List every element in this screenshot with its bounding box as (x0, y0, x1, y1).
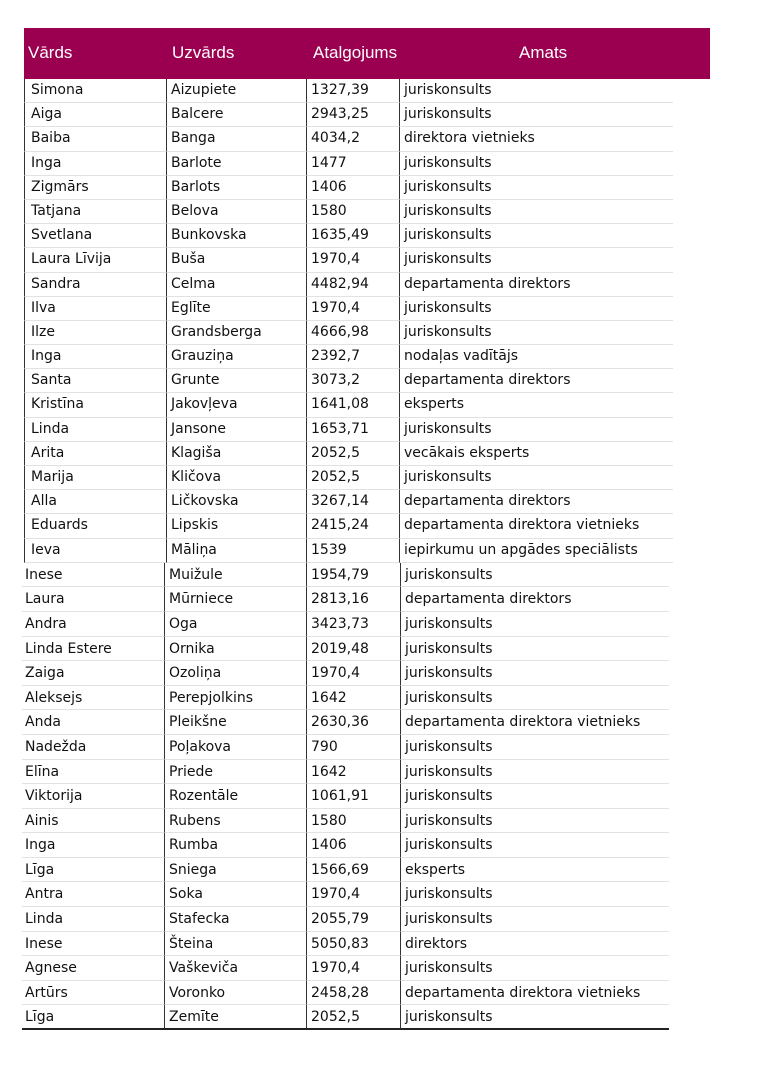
header-salary: Atalgojums (313, 43, 398, 62)
table-row (0, 686, 764, 711)
cell-last-name: Ozoliņa (164, 661, 306, 686)
cell-first-name: Ieva (24, 539, 166, 563)
cell-salary: 4034,2 (306, 127, 399, 151)
cell-position: juriskonsults (400, 809, 669, 834)
cell-first-name: Alla (24, 490, 166, 514)
cell-position: nodaļas vadītājs (399, 345, 673, 369)
cell-first-name: Līga (22, 858, 164, 883)
cell-last-name: Sniega (164, 858, 306, 883)
cell-last-name: Stafecka (164, 907, 306, 932)
cell-last-name: Belova (166, 200, 306, 224)
cell-first-name: Svetlana (24, 224, 166, 248)
cell-first-name: Ainis (22, 809, 164, 834)
cell-position: juriskonsults (399, 176, 673, 200)
cell-last-name: Perepjolkins (164, 686, 306, 711)
cell-salary: 2052,5 (306, 442, 399, 466)
cell-last-name: Rubens (164, 809, 306, 834)
cell-first-name: Baiba (24, 127, 166, 151)
cell-salary: 4482,94 (306, 273, 399, 297)
cell-position: departamenta direktors (399, 273, 673, 297)
cell-salary: 2392,7 (306, 345, 399, 369)
table-row (0, 466, 764, 490)
cell-salary: 3423,73 (306, 612, 400, 637)
table-row (0, 760, 764, 785)
cell-salary: 1970,4 (306, 248, 399, 272)
table-row (0, 661, 764, 686)
cell-position: eksperts (400, 858, 669, 883)
cell-position: juriskonsults (399, 103, 673, 127)
cell-last-name: Grandsberga (166, 321, 306, 345)
cell-last-name: Celma (166, 273, 306, 297)
cell-position: iepirkumu un apgādes speciālists (399, 539, 673, 563)
cell-first-name: Ilva (24, 297, 166, 321)
cell-salary: 2813,16 (306, 587, 400, 612)
cell-first-name: Simona (24, 79, 166, 103)
table-row (0, 176, 764, 200)
cell-position: juriskonsults (400, 784, 669, 809)
cell-position: departamenta direktora vietnieks (399, 514, 673, 538)
table-row (0, 710, 764, 735)
cell-first-name: Aiga (24, 103, 166, 127)
cell-first-name: Linda (22, 907, 164, 932)
cell-salary: 1954,79 (306, 563, 400, 588)
cell-salary: 1580 (306, 200, 399, 224)
cell-last-name: Aizupiete (166, 79, 306, 103)
cell-position: juriskonsults (400, 612, 669, 637)
cell-last-name: Muižule (164, 563, 306, 588)
cell-first-name: Santa (24, 369, 166, 393)
cell-position: direktora vietnieks (399, 127, 673, 151)
cell-last-name: Ličkovska (166, 490, 306, 514)
table-row (0, 833, 764, 858)
table-row (0, 735, 764, 760)
table-row (0, 321, 764, 345)
table-row (0, 369, 764, 393)
cell-position: departamenta direktora vietnieks (400, 710, 669, 735)
cell-last-name: Priede (164, 760, 306, 785)
cell-last-name: Oga (164, 612, 306, 637)
cell-salary: 5050,83 (306, 932, 400, 957)
cell-position: juriskonsults (400, 1005, 669, 1030)
cell-first-name: Kristīna (24, 393, 166, 417)
table-row (0, 127, 764, 151)
table-row (0, 273, 764, 297)
table-row (0, 1005, 764, 1030)
cell-position: juriskonsults (399, 297, 673, 321)
cell-position: juriskonsults (400, 686, 669, 711)
cell-position: eksperts (399, 393, 673, 417)
cell-last-name: Jansone (166, 418, 306, 442)
cell-first-name: Laura Līvija (24, 248, 166, 272)
cell-first-name: Inga (24, 345, 166, 369)
cell-position: departamenta direktora vietnieks (400, 981, 669, 1006)
cell-last-name: Šteina (164, 932, 306, 957)
cell-last-name: Māliņa (166, 539, 306, 563)
cell-position: juriskonsults (400, 760, 669, 785)
table-row (0, 224, 764, 248)
cell-salary: 1539 (306, 539, 399, 563)
cell-salary: 2052,5 (306, 1005, 400, 1030)
table-row (0, 393, 764, 417)
cell-position: juriskonsults (399, 79, 673, 103)
cell-first-name: Arita (24, 442, 166, 466)
cell-last-name: Voronko (164, 981, 306, 1006)
cell-first-name: Zigmārs (24, 176, 166, 200)
table-row (0, 103, 764, 127)
cell-first-name: Artūrs (22, 981, 164, 1006)
cell-salary: 1566,69 (306, 858, 400, 883)
table-row (0, 514, 764, 538)
cell-salary: 1970,4 (306, 882, 400, 907)
cell-last-name: Rozentāle (164, 784, 306, 809)
cell-last-name: Lipskis (166, 514, 306, 538)
cell-position: vecākais eksperts (399, 442, 673, 466)
cell-salary: 1061,91 (306, 784, 400, 809)
cell-last-name: Pleikšne (164, 710, 306, 735)
cell-position: juriskonsults (399, 200, 673, 224)
cell-position: departamenta direktors (399, 369, 673, 393)
cell-position: juriskonsults (399, 224, 673, 248)
cell-position: juriskonsults (400, 637, 669, 662)
table-row (0, 418, 764, 442)
cell-salary: 1635,49 (306, 224, 399, 248)
cell-last-name: Vaškeviča (164, 956, 306, 981)
cell-first-name: Sandra (24, 273, 166, 297)
cell-last-name: Banga (166, 127, 306, 151)
cell-last-name: Eglīte (166, 297, 306, 321)
cell-first-name: Linda Estere (22, 637, 164, 662)
header-last-name: Uzvārds (172, 43, 235, 62)
cell-first-name: Marija (24, 466, 166, 490)
cell-last-name: Mūrniece (164, 587, 306, 612)
cell-last-name: Poļakova (164, 735, 306, 760)
table-row (0, 563, 764, 588)
salary-table (0, 79, 764, 1030)
cell-position: juriskonsults (400, 833, 669, 858)
table-row (0, 442, 764, 466)
cell-first-name: Linda (24, 418, 166, 442)
table-row (0, 79, 764, 103)
table-row (0, 587, 764, 612)
cell-first-name: Inga (24, 152, 166, 176)
cell-last-name: Jakovļeva (166, 393, 306, 417)
cell-salary: 1641,08 (306, 393, 399, 417)
cell-position: juriskonsults (400, 735, 669, 760)
cell-salary: 3267,14 (306, 490, 399, 514)
cell-salary: 4666,98 (306, 321, 399, 345)
cell-salary: 1327,39 (306, 79, 399, 103)
table-row (0, 297, 764, 321)
cell-salary: 1580 (306, 809, 400, 834)
table-row (0, 637, 764, 662)
table-row (0, 907, 764, 932)
cell-last-name: Kličova (166, 466, 306, 490)
table-row (0, 858, 764, 883)
cell-position: departamenta direktors (400, 587, 669, 612)
cell-first-name: Inese (22, 563, 164, 588)
cell-first-name: Līga (22, 1005, 164, 1030)
cell-salary: 2019,48 (306, 637, 400, 662)
cell-salary: 790 (306, 735, 400, 760)
cell-first-name: Elīna (22, 760, 164, 785)
cell-last-name: Barlots (166, 176, 306, 200)
cell-position: juriskonsults (399, 466, 673, 490)
cell-salary: 2458,28 (306, 981, 400, 1006)
table-row (0, 981, 764, 1006)
cell-position: juriskonsults (399, 248, 673, 272)
cell-salary: 1406 (306, 833, 400, 858)
cell-first-name: Aleksejs (22, 686, 164, 711)
cell-last-name: Buša (166, 248, 306, 272)
cell-position: juriskonsults (399, 321, 673, 345)
cell-first-name: Tatjana (24, 200, 166, 224)
table-row (0, 490, 764, 514)
cell-first-name: Viktorija (22, 784, 164, 809)
cell-position: direktors (400, 932, 669, 957)
cell-first-name: Laura (22, 587, 164, 612)
cell-first-name: Agnese (22, 956, 164, 981)
cell-last-name: Bunkovska (166, 224, 306, 248)
cell-first-name: Inese (22, 932, 164, 957)
cell-salary: 1970,4 (306, 661, 400, 686)
table-row (0, 784, 764, 809)
table-row (0, 200, 764, 224)
table-header (24, 28, 710, 79)
cell-position: departamenta direktors (399, 490, 673, 514)
header-first-name: Vārds (28, 43, 73, 62)
cell-salary: 2052,5 (306, 466, 399, 490)
cell-first-name: Andra (22, 612, 164, 637)
cell-last-name: Grunte (166, 369, 306, 393)
cell-last-name: Klagiša (166, 442, 306, 466)
cell-salary: 2630,36 (306, 710, 400, 735)
cell-position: juriskonsults (399, 418, 673, 442)
cell-first-name: Nadežda (22, 735, 164, 760)
cell-salary: 2415,24 (306, 514, 399, 538)
table-row (0, 248, 764, 272)
cell-salary: 2055,79 (306, 907, 400, 932)
table-row (0, 539, 764, 563)
cell-first-name: Eduards (24, 514, 166, 538)
cell-first-name: Antra (22, 882, 164, 907)
table-row (0, 932, 764, 957)
cell-salary: 1970,4 (306, 956, 400, 981)
cell-first-name: Inga (22, 833, 164, 858)
table-row (0, 152, 764, 176)
cell-last-name: Zemīte (164, 1005, 306, 1030)
cell-salary: 1970,4 (306, 297, 399, 321)
cell-last-name: Barlote (166, 152, 306, 176)
table-row (0, 345, 764, 369)
cell-first-name: Ilze (24, 321, 166, 345)
cell-last-name: Grauziņa (166, 345, 306, 369)
cell-salary: 1477 (306, 152, 399, 176)
cell-last-name: Balcere (166, 103, 306, 127)
cell-position: juriskonsults (400, 661, 669, 686)
cell-position: juriskonsults (400, 907, 669, 932)
cell-salary: 2943,25 (306, 103, 399, 127)
cell-first-name: Zaiga (22, 661, 164, 686)
cell-salary: 1406 (306, 176, 399, 200)
cell-last-name: Soka (164, 882, 306, 907)
cell-salary: 1653,71 (306, 418, 399, 442)
table-row (0, 882, 764, 907)
cell-position: juriskonsults (400, 563, 669, 588)
cell-salary: 1642 (306, 686, 400, 711)
cell-first-name: Anda (22, 710, 164, 735)
header-position: Amats (519, 43, 568, 62)
cell-salary: 1642 (306, 760, 400, 785)
cell-position: juriskonsults (400, 882, 669, 907)
cell-position: juriskonsults (400, 956, 669, 981)
cell-last-name: Ornika (164, 637, 306, 662)
cell-last-name: Rumba (164, 833, 306, 858)
cell-position: juriskonsults (399, 152, 673, 176)
table-row (0, 809, 764, 834)
table-row (0, 612, 764, 637)
cell-salary: 3073,2 (306, 369, 399, 393)
table-row (0, 956, 764, 981)
